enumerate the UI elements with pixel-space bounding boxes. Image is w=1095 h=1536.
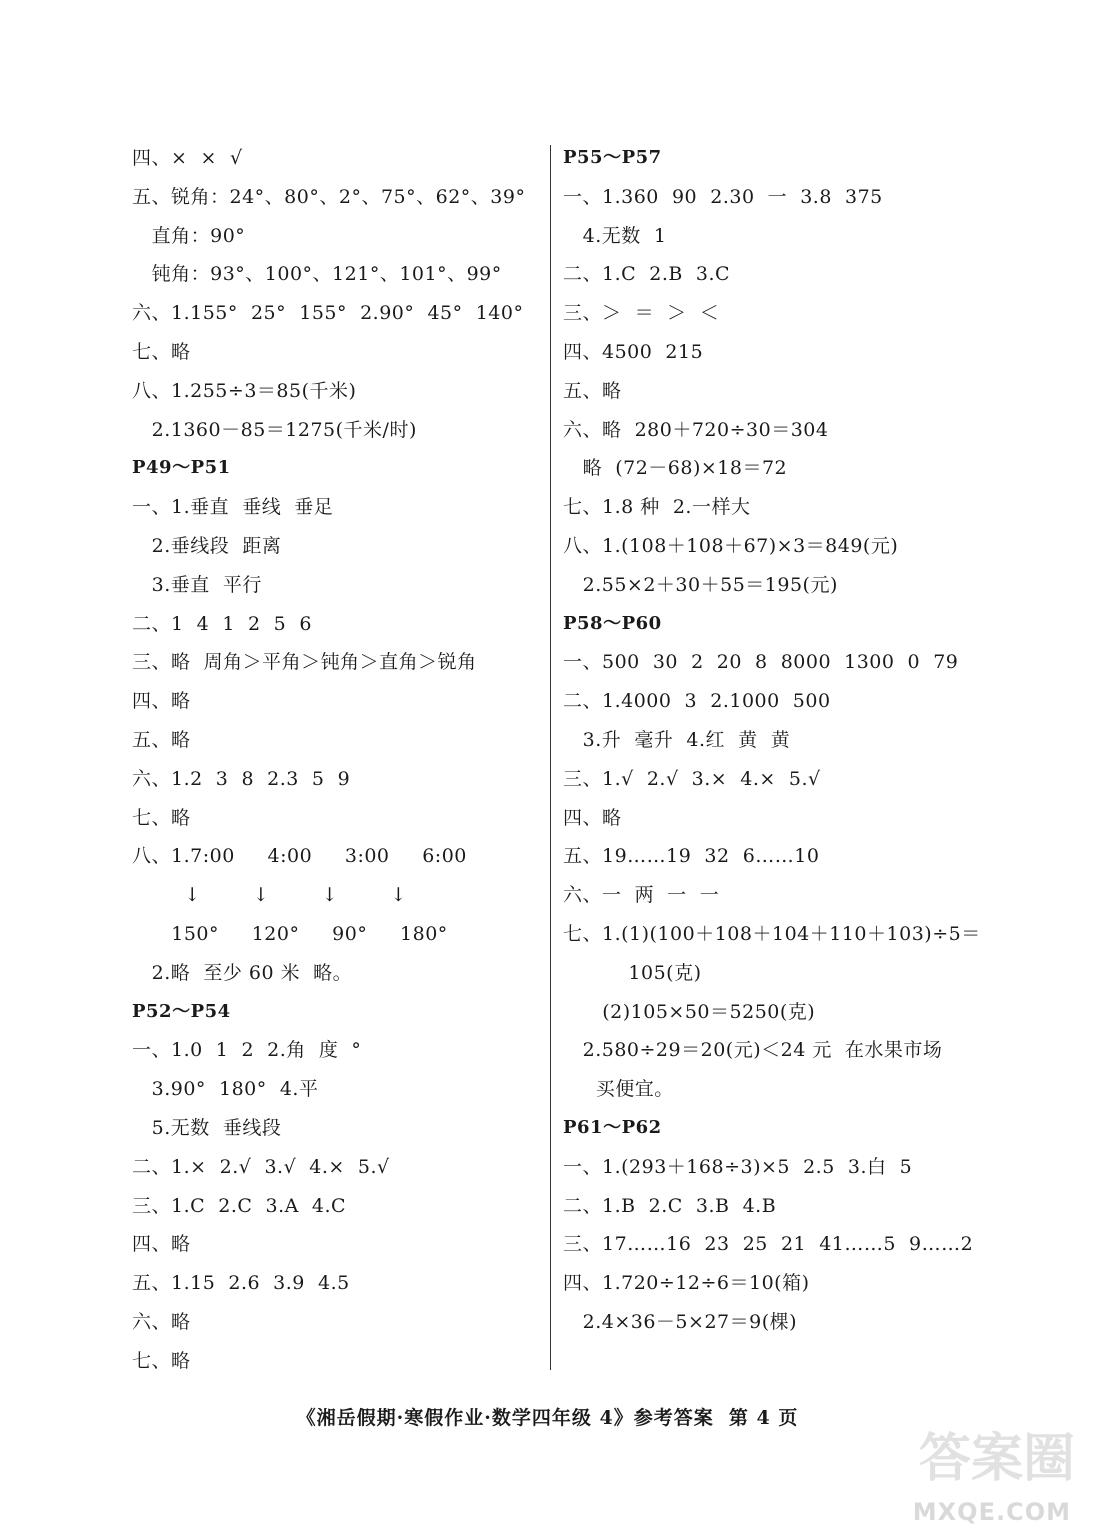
answer-line: 150° 120° 90° 180°	[132, 922, 448, 945]
answer-line: 4.无数 1	[563, 224, 667, 247]
left-answer-column	[132, 139, 532, 1381]
answer-line: 二、1 4 1 2 5 6	[132, 612, 312, 635]
answer-line: 七、略	[132, 1349, 191, 1372]
watermark-text: 答案圈	[918, 1428, 1075, 1489]
answer-line: 六、一 两 一 一	[563, 884, 720, 907]
answer-line: 五、略	[563, 379, 622, 402]
answer-line: 一、1.垂直 垂线 垂足	[132, 496, 334, 519]
answer-line: 三、1.√ 2.√ 3.× 4.× 5.√	[563, 767, 821, 790]
answer-line: 2.略 至少 60 米 略。	[132, 961, 353, 984]
answer-line: 七、略	[132, 340, 191, 363]
answer-line: 二、1.B 2.C 3.B 4.B	[563, 1194, 777, 1217]
answer-line: 一、1.0 1 2 2.角 度 °	[132, 1039, 362, 1062]
answer-line: 二、1.× 2.√ 3.√ 4.× 5.√	[132, 1155, 390, 1178]
answer-line: 五、锐角：24°、80°、2°、75°、62°、39°	[132, 185, 526, 208]
answer-line: 二、1.4000 3 2.1000 500	[563, 690, 831, 713]
answer-line: 略 (72－68)×18＝72	[563, 457, 788, 480]
answer-line: 六、略	[132, 1310, 191, 1333]
answer-line: 七、1.8 种 2.一样大	[563, 496, 751, 519]
answer-line: 二、1.C 2.B 3.C	[563, 263, 731, 286]
answer-line: 三、略 周角＞平角＞钝角＞直角＞锐角	[132, 651, 477, 674]
answer-line: 四、× × √	[132, 147, 243, 169]
watermark-domain: MXQE.COM	[912, 1498, 1071, 1526]
answer-line: 2.垂线段 距离	[132, 534, 282, 557]
answer-line: 四、略	[132, 690, 191, 713]
section-heading: P55～P57	[563, 147, 662, 168]
answer-line: 3.90° 180° 4.平	[132, 1078, 319, 1101]
answer-line: 四、1.720÷12÷6＝10(箱)	[563, 1272, 810, 1295]
answer-line: 2.580÷29＝20(元)＜24 元 在水果市场	[563, 1039, 943, 1062]
answer-line: 5.无数 垂线段	[132, 1116, 282, 1139]
answer-line: 三、＞ ＝ ＞ ＜	[563, 302, 720, 325]
answer-line: 一、1.360 90 2.30 一 3.8 375	[563, 185, 883, 208]
answer-line: 五、1.15 2.6 3.9 4.5	[132, 1272, 350, 1295]
answer-line: 六、略 280＋720÷30＝304	[563, 418, 829, 441]
answer-line: 四、4500 215	[563, 340, 704, 363]
answer-line: 钝角：93°、100°、121°、101°、99°	[132, 263, 502, 286]
answer-line: 一、1.(293＋168÷3)×5 2.5 3.白 5	[563, 1155, 913, 1178]
answer-line: 六、1.155° 25° 155° 2.90° 45° 140°	[132, 302, 524, 325]
answer-line: 七、略	[132, 806, 191, 829]
answer-line: 2.4×36－5×27＝9(棵)	[563, 1310, 798, 1333]
answer-line: 105(克)	[563, 961, 702, 984]
section-heading: P58～P60	[563, 612, 662, 634]
section-heading: P49～P51	[132, 457, 231, 479]
answer-line: 3.垂直 平行	[132, 573, 262, 596]
page-footer: 《湘岳假期·寒假作业·数学四年级 4》参考答案 第 4 页	[296, 1407, 799, 1429]
column-divider	[550, 145, 551, 1370]
answer-line: 四、略	[132, 1233, 191, 1256]
answer-line: 七、1.(1)(100＋108＋104＋110＋103)÷5＝	[563, 922, 981, 945]
right-answer-column	[563, 139, 983, 1342]
section-heading: P52～P54	[132, 1000, 231, 1022]
answer-line: (2)105×50＝5250(克)	[563, 1000, 816, 1023]
answer-line: 2.55×2＋30＋55＝195(元)	[563, 573, 838, 596]
answer-line: 直角：90°	[132, 224, 246, 247]
answer-line: 八、1.(108＋108＋67)×3＝849(元)	[563, 534, 899, 557]
answer-line: 2.1360－85＝1275(千米/时)	[132, 418, 417, 441]
answer-line: 八、1.255÷3＝85(千米)	[132, 379, 357, 402]
answer-line: 八、1.7:00 4:00 3:00 6:00	[132, 845, 467, 868]
answer-line: 五、19……19 32 6……10	[563, 845, 820, 868]
section-heading: P61～P62	[563, 1116, 662, 1138]
answer-line: 三、1.C 2.C 3.A 4.C	[132, 1194, 347, 1217]
answer-line: 一、500 30 2 20 8 8000 1300 0 79	[563, 651, 959, 674]
answer-line: 五、略	[132, 728, 191, 751]
answer-line: 三、17……16 23 25 21 41……5 9……2	[563, 1233, 974, 1256]
watermark-logo	[895, 1416, 1075, 1526]
answer-line: ↓ ↓ ↓ ↓	[132, 884, 407, 907]
answer-line: 3.升 毫升 4.红 黄 黄	[563, 728, 791, 751]
answer-line: 买便宜。	[563, 1078, 674, 1101]
answer-line: 四、略	[563, 806, 622, 829]
answer-line: 六、1.2 3 8 2.3 5 9	[132, 767, 351, 790]
